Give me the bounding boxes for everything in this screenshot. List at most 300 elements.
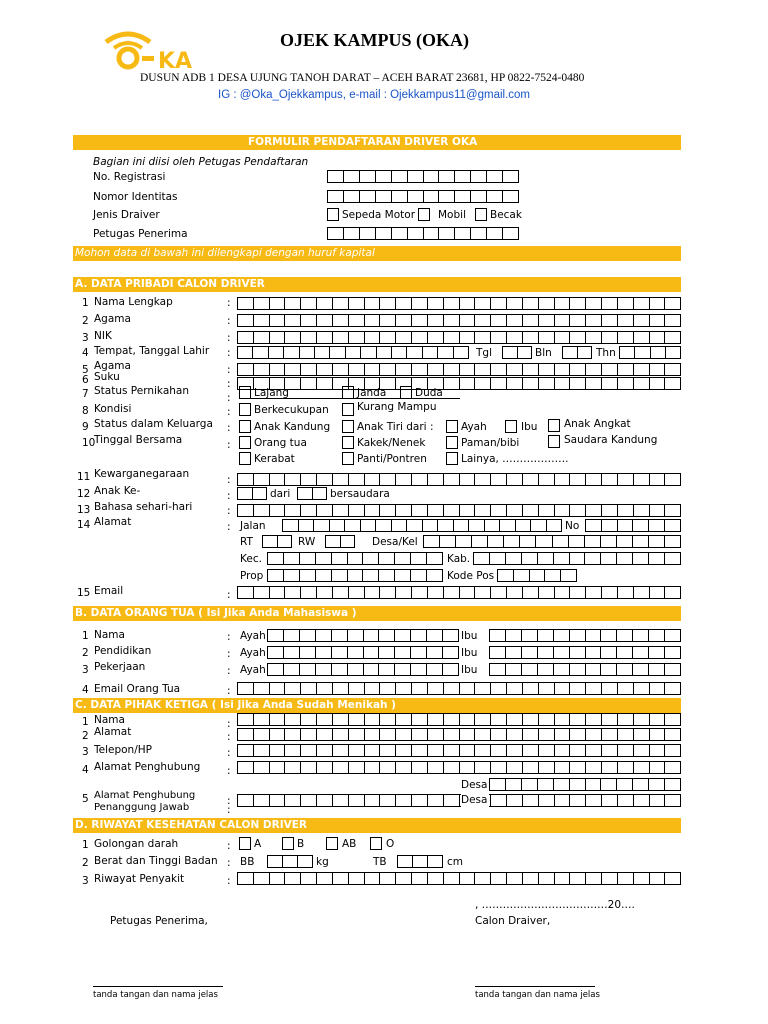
input-cell[interactable]: [332, 646, 348, 659]
input-cell[interactable]: [396, 794, 412, 807]
input-cell[interactable]: [633, 535, 649, 548]
input-cell[interactable]: [285, 761, 301, 774]
input-cell[interactable]: [333, 331, 349, 344]
input-cell[interactable]: [317, 713, 333, 726]
input-cell[interactable]: [427, 663, 443, 676]
input-cell[interactable]: [333, 761, 349, 774]
input-cell[interactable]: [284, 552, 300, 565]
input-cell[interactable]: [538, 552, 554, 565]
input-cell[interactable]: [428, 713, 444, 726]
input-cell[interactable]: [617, 646, 633, 659]
input-cell[interactable]: [523, 297, 539, 310]
car-checkbox[interactable]: [418, 208, 430, 221]
input-cell[interactable]: [539, 713, 555, 726]
input-cell[interactable]: [650, 363, 666, 376]
input-cell[interactable]: [301, 504, 317, 517]
input-cell[interactable]: [412, 504, 428, 517]
input-cell[interactable]: [395, 552, 411, 565]
regency-grid[interactable]: [473, 552, 681, 565]
input-cell[interactable]: [301, 761, 317, 774]
input-cell[interactable]: [665, 728, 681, 741]
input-cell[interactable]: [665, 535, 681, 548]
input-cell[interactable]: [412, 586, 428, 599]
input-cell[interactable]: [317, 363, 333, 376]
input-cell[interactable]: [618, 713, 634, 726]
input-cell[interactable]: [395, 569, 411, 582]
input-cell[interactable]: [428, 682, 444, 695]
input-cell[interactable]: [585, 535, 601, 548]
input-cell[interactable]: [285, 473, 301, 486]
input-cell[interactable]: [317, 314, 333, 327]
input-cell[interactable]: [412, 473, 428, 486]
input-cell[interactable]: [530, 569, 546, 582]
input-cell[interactable]: [278, 535, 293, 548]
input-cell[interactable]: [507, 331, 523, 344]
input-cell[interactable]: [428, 314, 444, 327]
input-cell[interactable]: [650, 504, 666, 517]
input-cell[interactable]: [270, 761, 286, 774]
input-cell[interactable]: [650, 473, 666, 486]
input-cell[interactable]: [665, 629, 681, 642]
input-cell[interactable]: [454, 519, 470, 532]
input-cell[interactable]: [585, 552, 601, 565]
input-cell[interactable]: [411, 663, 427, 676]
input-cell[interactable]: [254, 473, 270, 486]
input-cell[interactable]: [555, 363, 571, 376]
input-cell[interactable]: [412, 682, 428, 695]
input-cell[interactable]: [439, 170, 455, 183]
input-cell[interactable]: [475, 504, 491, 517]
input-cell[interactable]: [523, 377, 539, 390]
input-cell[interactable]: [520, 535, 536, 548]
input-cell[interactable]: [650, 682, 666, 695]
input-cell[interactable]: [602, 331, 618, 344]
input-cell[interactable]: [380, 314, 396, 327]
input-cell[interactable]: [412, 761, 428, 774]
third-address-grid[interactable]: [237, 728, 681, 741]
input-cell[interactable]: [618, 473, 634, 486]
input-cell[interactable]: [380, 473, 396, 486]
input-cell[interactable]: [316, 646, 332, 659]
input-cell[interactable]: [424, 190, 440, 203]
input-cell[interactable]: [427, 629, 443, 642]
input-cell[interactable]: [455, 170, 471, 183]
input-cell[interactable]: [348, 629, 364, 642]
input-cell[interactable]: [649, 663, 665, 676]
input-cell[interactable]: [270, 363, 286, 376]
child-order-grid[interactable]: [237, 487, 267, 500]
anak-kandung-checkbox[interactable]: [239, 420, 251, 433]
input-cell[interactable]: [380, 728, 396, 741]
input-cell[interactable]: [650, 377, 666, 390]
input-cell[interactable]: [634, 297, 650, 310]
input-cell[interactable]: [285, 794, 301, 807]
input-cell[interactable]: [327, 170, 344, 183]
input-cell[interactable]: [254, 872, 270, 885]
input-cell[interactable]: [254, 682, 270, 695]
input-cell[interactable]: [518, 346, 533, 359]
input-cell[interactable]: [344, 190, 360, 203]
input-cell[interactable]: [363, 552, 379, 565]
input-cell[interactable]: [497, 569, 514, 582]
input-cell[interactable]: [538, 629, 554, 642]
email-grid[interactable]: [237, 586, 681, 599]
province-grid[interactable]: [267, 569, 443, 582]
religion2-grid[interactable]: [237, 363, 681, 376]
input-cell[interactable]: [379, 646, 395, 659]
kurang-mampu-checkbox[interactable]: [342, 403, 354, 416]
input-cell[interactable]: [301, 363, 317, 376]
input-cell[interactable]: [602, 504, 618, 517]
input-cell[interactable]: [522, 646, 538, 659]
input-cell[interactable]: [503, 190, 519, 203]
input-cell[interactable]: [349, 794, 365, 807]
input-cell[interactable]: [317, 473, 333, 486]
input-cell[interactable]: [344, 170, 360, 183]
input-cell[interactable]: [602, 794, 618, 807]
input-cell[interactable]: [586, 629, 602, 642]
input-cell[interactable]: [316, 663, 332, 676]
input-cell[interactable]: [345, 519, 361, 532]
blood-ab-checkbox[interactable]: [326, 837, 338, 850]
input-cell[interactable]: [502, 346, 518, 359]
citizenship-grid[interactable]: [237, 473, 681, 486]
receiver-grid[interactable]: [327, 227, 519, 240]
input-cell[interactable]: [475, 586, 491, 599]
input-cell[interactable]: [634, 314, 650, 327]
input-cell[interactable]: [545, 569, 561, 582]
input-cell[interactable]: [444, 377, 460, 390]
input-cell[interactable]: [237, 744, 254, 757]
input-cell[interactable]: [444, 363, 460, 376]
input-cell[interactable]: [237, 297, 254, 310]
input-cell[interactable]: [267, 646, 284, 659]
input-cell[interactable]: [301, 872, 317, 885]
rw-grid[interactable]: [325, 535, 355, 548]
input-cell[interactable]: [379, 629, 395, 642]
input-cell[interactable]: [412, 794, 428, 807]
input-cell[interactable]: [444, 713, 460, 726]
input-cell[interactable]: [586, 872, 602, 885]
district-grid[interactable]: [267, 552, 443, 565]
input-cell[interactable]: [488, 535, 504, 548]
input-cell[interactable]: [471, 227, 487, 240]
input-cell[interactable]: [392, 227, 408, 240]
input-cell[interactable]: [270, 331, 286, 344]
input-cell[interactable]: [602, 744, 618, 757]
input-cell[interactable]: [301, 473, 317, 486]
input-cell[interactable]: [650, 761, 666, 774]
input-cell[interactable]: [650, 728, 666, 741]
input-cell[interactable]: [570, 646, 586, 659]
input-cell[interactable]: [408, 170, 424, 183]
input-cell[interactable]: [586, 728, 602, 741]
input-cell[interactable]: [396, 744, 412, 757]
input-cell[interactable]: [327, 227, 344, 240]
input-cell[interactable]: [301, 586, 317, 599]
input-cell[interactable]: [487, 227, 503, 240]
mother-job-grid[interactable]: [489, 663, 681, 676]
input-cell[interactable]: [570, 761, 586, 774]
input-cell[interactable]: [428, 297, 444, 310]
input-cell[interactable]: [471, 170, 487, 183]
desa-grid-1[interactable]: [489, 778, 681, 791]
input-cell[interactable]: [475, 713, 491, 726]
input-cell[interactable]: [538, 778, 554, 791]
input-cell[interactable]: [555, 473, 571, 486]
input-cell[interactable]: [507, 473, 523, 486]
orang-tua-checkbox[interactable]: [239, 436, 251, 449]
father-name-grid[interactable]: [267, 629, 459, 642]
input-cell[interactable]: [506, 663, 522, 676]
input-cell[interactable]: [254, 794, 270, 807]
input-cell[interactable]: [475, 314, 491, 327]
input-cell[interactable]: [444, 331, 460, 344]
input-cell[interactable]: [332, 663, 348, 676]
input-cell[interactable]: [380, 682, 396, 695]
input-cell[interactable]: [396, 297, 412, 310]
input-cell[interactable]: [504, 535, 520, 548]
input-cell[interactable]: [376, 190, 392, 203]
input-cell[interactable]: [570, 552, 586, 565]
input-cell[interactable]: [365, 314, 381, 327]
input-cell[interactable]: [539, 377, 555, 390]
input-cell[interactable]: [412, 314, 428, 327]
input-cell[interactable]: [507, 682, 523, 695]
input-cell[interactable]: [270, 713, 286, 726]
input-cell[interactable]: [531, 519, 547, 532]
input-cell[interactable]: [317, 794, 333, 807]
input-cell[interactable]: [554, 778, 570, 791]
input-cell[interactable]: [570, 728, 586, 741]
input-cell[interactable]: [650, 331, 666, 344]
input-cell[interactable]: [438, 346, 453, 359]
input-cell[interactable]: [489, 629, 506, 642]
input-cell[interactable]: [298, 855, 313, 868]
input-cell[interactable]: [538, 646, 554, 659]
input-cell[interactable]: [237, 586, 254, 599]
input-cell[interactable]: [349, 761, 365, 774]
input-cell[interactable]: [267, 629, 284, 642]
input-cell[interactable]: [665, 377, 681, 390]
input-cell[interactable]: [397, 855, 413, 868]
input-cell[interactable]: [284, 346, 299, 359]
input-cell[interactable]: [491, 586, 507, 599]
input-cell[interactable]: [270, 297, 286, 310]
input-cell[interactable]: [377, 346, 392, 359]
input-cell[interactable]: [444, 794, 460, 807]
input-cell[interactable]: [365, 473, 381, 486]
input-cell[interactable]: [555, 504, 571, 517]
input-cell[interactable]: [665, 519, 681, 532]
input-cell[interactable]: [428, 504, 444, 517]
input-cell[interactable]: [601, 535, 617, 548]
input-cell[interactable]: [649, 778, 665, 791]
input-cell[interactable]: [618, 744, 634, 757]
religion-grid[interactable]: [237, 314, 681, 327]
input-cell[interactable]: [555, 728, 571, 741]
input-cell[interactable]: [491, 504, 507, 517]
input-cell[interactable]: [412, 331, 428, 344]
input-cell[interactable]: [554, 552, 570, 565]
input-cell[interactable]: [365, 728, 381, 741]
input-cell[interactable]: [300, 663, 316, 676]
input-cell[interactable]: [554, 629, 570, 642]
input-cell[interactable]: [491, 473, 507, 486]
input-cell[interactable]: [618, 377, 634, 390]
input-cell[interactable]: [392, 170, 408, 183]
input-cell[interactable]: [428, 363, 444, 376]
input-cell[interactable]: [237, 794, 254, 807]
input-cell[interactable]: [380, 794, 396, 807]
input-cell[interactable]: [649, 552, 665, 565]
input-cell[interactable]: [618, 504, 634, 517]
input-cell[interactable]: [507, 728, 523, 741]
input-cell[interactable]: [333, 744, 349, 757]
input-cell[interactable]: [586, 744, 602, 757]
input-cell[interactable]: [237, 314, 254, 327]
input-cell[interactable]: [270, 473, 286, 486]
input-cell[interactable]: [539, 728, 555, 741]
motor-checkbox[interactable]: [327, 208, 339, 221]
input-cell[interactable]: [315, 346, 330, 359]
input-cell[interactable]: [555, 713, 571, 726]
input-cell[interactable]: [570, 713, 586, 726]
village-grid[interactable]: [423, 535, 681, 548]
input-cell[interactable]: [396, 331, 412, 344]
input-cell[interactable]: [491, 728, 507, 741]
input-cell[interactable]: [536, 535, 552, 548]
input-cell[interactable]: [634, 363, 650, 376]
input-cell[interactable]: [380, 331, 396, 344]
input-cell[interactable]: [507, 314, 523, 327]
input-cell[interactable]: [455, 227, 471, 240]
input-cell[interactable]: [411, 552, 427, 565]
input-cell[interactable]: [344, 227, 360, 240]
input-cell[interactable]: [380, 297, 396, 310]
input-cell[interactable]: [617, 629, 633, 642]
input-cell[interactable]: [555, 761, 571, 774]
input-cell[interactable]: [285, 744, 301, 757]
input-cell[interactable]: [523, 586, 539, 599]
input-cell[interactable]: [586, 794, 602, 807]
input-cell[interactable]: [570, 778, 586, 791]
input-cell[interactable]: [553, 535, 569, 548]
input-cell[interactable]: [349, 713, 365, 726]
input-cell[interactable]: [325, 535, 341, 548]
input-cell[interactable]: [651, 346, 666, 359]
input-cell[interactable]: [523, 872, 539, 885]
input-cell[interactable]: [586, 297, 602, 310]
input-cell[interactable]: [618, 297, 634, 310]
input-cell[interactable]: [538, 663, 554, 676]
input-cell[interactable]: [634, 713, 650, 726]
input-cell[interactable]: [254, 744, 270, 757]
input-cell[interactable]: [507, 586, 523, 599]
input-cell[interactable]: [423, 535, 440, 548]
father-edu-grid[interactable]: [267, 646, 459, 659]
input-cell[interactable]: [349, 504, 365, 517]
input-cell[interactable]: [555, 586, 571, 599]
day-grid[interactable]: [502, 346, 532, 359]
input-cell[interactable]: [460, 682, 476, 695]
input-cell[interactable]: [649, 535, 665, 548]
input-cell[interactable]: [665, 682, 681, 695]
input-cell[interactable]: [317, 744, 333, 757]
input-cell[interactable]: [408, 227, 424, 240]
input-cell[interactable]: [633, 552, 649, 565]
input-cell[interactable]: [237, 872, 254, 885]
input-cell[interactable]: [570, 331, 586, 344]
input-cell[interactable]: [491, 761, 507, 774]
house-no-grid[interactable]: [585, 519, 681, 532]
input-cell[interactable]: [665, 778, 681, 791]
input-cell[interactable]: [363, 569, 379, 582]
input-cell[interactable]: [507, 744, 523, 757]
input-cell[interactable]: [379, 569, 395, 582]
input-cell[interactable]: [316, 629, 332, 642]
input-cell[interactable]: [349, 744, 365, 757]
input-cell[interactable]: [253, 346, 268, 359]
input-cell[interactable]: [314, 519, 330, 532]
input-cell[interactable]: [586, 377, 602, 390]
input-cell[interactable]: [270, 504, 286, 517]
input-cell[interactable]: [317, 504, 333, 517]
input-cell[interactable]: [602, 682, 618, 695]
input-cell[interactable]: [554, 646, 570, 659]
input-cell[interactable]: [348, 569, 364, 582]
input-cell[interactable]: [270, 872, 286, 885]
input-cell[interactable]: [491, 377, 507, 390]
input-cell[interactable]: [634, 744, 650, 757]
mother-name-grid[interactable]: [489, 629, 681, 642]
input-cell[interactable]: [396, 761, 412, 774]
input-cell[interactable]: [428, 728, 444, 741]
input-cell[interactable]: [618, 331, 634, 344]
input-cell[interactable]: [539, 794, 555, 807]
input-cell[interactable]: [601, 663, 617, 676]
input-cell[interactable]: [408, 190, 424, 203]
input-cell[interactable]: [475, 761, 491, 774]
input-cell[interactable]: [460, 504, 476, 517]
input-cell[interactable]: [506, 646, 522, 659]
input-cell[interactable]: [428, 872, 444, 885]
input-cell[interactable]: [460, 872, 476, 885]
input-cell[interactable]: [666, 346, 681, 359]
input-cell[interactable]: [285, 872, 301, 885]
input-cell[interactable]: [473, 552, 490, 565]
input-cell[interactable]: [554, 663, 570, 676]
input-cell[interactable]: [428, 744, 444, 757]
input-cell[interactable]: [364, 646, 380, 659]
input-cell[interactable]: [301, 682, 317, 695]
input-cell[interactable]: [570, 629, 586, 642]
input-cell[interactable]: [523, 504, 539, 517]
input-cell[interactable]: [472, 535, 488, 548]
input-cell[interactable]: [491, 713, 507, 726]
input-cell[interactable]: [332, 569, 348, 582]
input-cell[interactable]: [333, 473, 349, 486]
input-cell[interactable]: [333, 504, 349, 517]
input-cell[interactable]: [333, 297, 349, 310]
input-cell[interactable]: [396, 872, 412, 885]
input-cell[interactable]: [301, 728, 317, 741]
input-cell[interactable]: [376, 170, 392, 183]
input-cell[interactable]: [618, 363, 634, 376]
input-cell[interactable]: [523, 761, 539, 774]
input-cell[interactable]: [349, 314, 365, 327]
input-cell[interactable]: [601, 646, 617, 659]
